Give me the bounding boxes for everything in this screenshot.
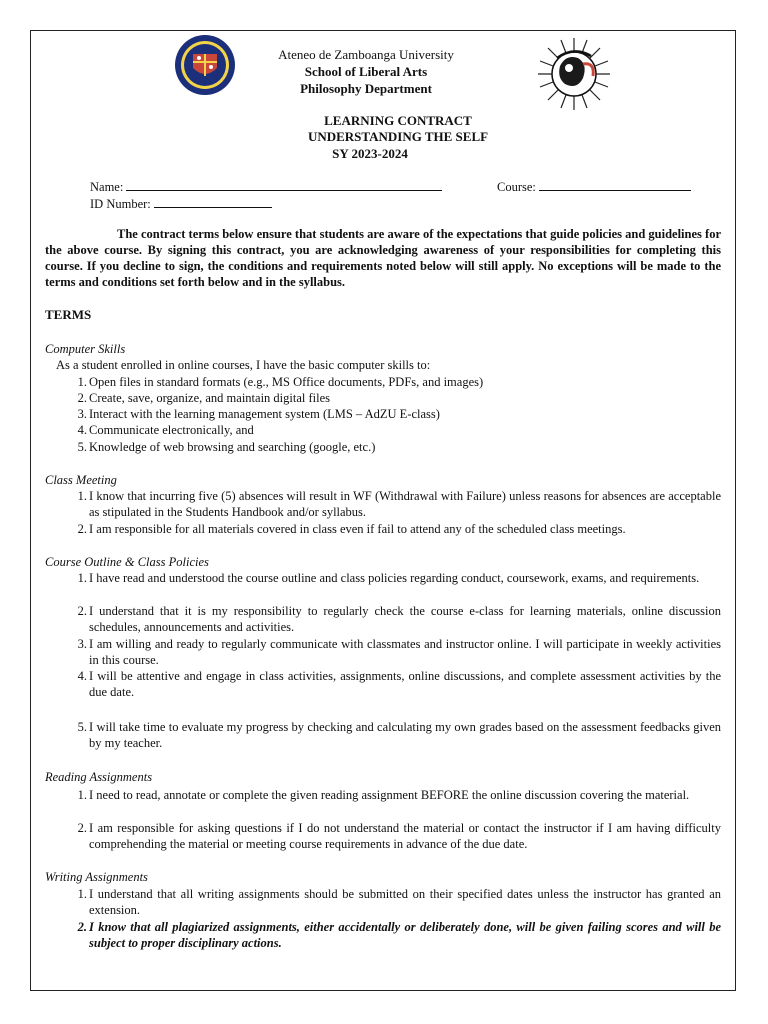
item-text: I know that incurring five (5) absences will result in WF (Withdrawal with Failure) unless reasons for absences are acceptable as stipulated in the Students Handbook and/or syllabus. (89, 489, 721, 519)
computer-skills-lead (45, 357, 721, 373)
item-text: Interact with the learning management system (LMS – AdZU E-class) (89, 407, 440, 421)
item-text: I am responsible for all materials covered in class even if fail to attend any of the scheduled class meetings. (89, 522, 626, 536)
list-item (45, 488, 721, 520)
item-number: 2. (77, 391, 87, 405)
department-name: Philosophy Department (300, 81, 432, 96)
id-number-field[interactable] (90, 195, 272, 212)
reading-assignments-heading: Reading Assignments (45, 770, 153, 784)
list-item (45, 820, 721, 852)
computer-skills-heading: Computer Skills (45, 342, 126, 356)
list-item (45, 668, 721, 700)
list-item (45, 719, 721, 751)
item-number: 1. (77, 489, 87, 503)
item-text: I will take time to evaluate my progress by checking and calculating my own grades based on the assessment feedbacks given by my teacher. (89, 720, 721, 750)
item-text: Knowledge of web browsing and searching (google, etc.) (89, 440, 376, 454)
item-text: Open files in standard formats (e.g., MS Office documents, PDFs, and images) (89, 375, 484, 389)
class-meeting-heading: Class Meeting (45, 473, 117, 487)
list-item (45, 390, 721, 406)
item-text: I will be attentive and engage in class activities, assignments, online discussions, and complete assessment activities by the due date. (89, 669, 721, 699)
id-number-blank[interactable] (154, 195, 272, 208)
list-item (45, 919, 721, 951)
list-item (45, 521, 721, 537)
intro-paragraph: The contract terms below ensure that students are aware of the expectations that guide policies and guidelines for the above course. By signing this contract, you are acknowledging awareness of your responsibilities for completing this course. If you decline to sign, the conditions and requirements noted below will still apply. No exceptions will be made to the terms and conditions set forth below and in the syllabus. (45, 227, 721, 289)
school-year: SY 2023-2024 (332, 146, 408, 161)
item-text: I understand that it is my responsibility to regularly check the course e-class for learning materials, online discussion schedules, announcements and activities. (89, 604, 721, 634)
list-item (45, 422, 721, 438)
item-number: 1. (77, 571, 87, 585)
item-text: I need to read, annotate or complete the given reading assignment BEFORE the online discussion covering the material. (89, 788, 690, 802)
item-text: I know that all plagiarized assignments, either accidentally or deliberately done, will be given failing scores and will be subject to proper disciplinary actions. (89, 920, 721, 950)
id-number-label: ID Number: (90, 197, 151, 211)
school-name: School of Liberal Arts (304, 64, 428, 79)
computer-skills-lead-text: As a student enrolled in online courses, I have the basic computer skills to: (56, 358, 431, 372)
course-title: UNDERSTANDING THE SELF (307, 129, 489, 144)
writing-assignments-heading: Writing Assignments (45, 870, 148, 884)
item-number: 2. (77, 821, 87, 835)
list-item (45, 439, 721, 455)
name-field[interactable] (90, 178, 442, 195)
item-text: Create, save, organize, and maintain digital files (89, 391, 331, 405)
item-number: 4. (77, 669, 87, 683)
list-item (45, 636, 721, 668)
list-item (45, 570, 721, 586)
item-text: Communicate electronically, and (89, 423, 254, 437)
item-number: 5. (77, 720, 87, 734)
item-number: 2. (77, 604, 87, 618)
list-item (45, 374, 721, 390)
item-text: I understand that all writing assignments should be submitted on their specified dates unless the instructor has granted an extension. (89, 887, 721, 917)
terms-heading: TERMS (45, 307, 92, 322)
item-number: 3. (77, 407, 87, 421)
item-number: 2. (77, 920, 87, 934)
contract-title: LEARNING CONTRACT (324, 113, 472, 128)
name-label: Name: (90, 180, 124, 194)
item-number: 3. (77, 637, 87, 651)
course-label: Course: (497, 180, 536, 194)
name-blank[interactable] (126, 178, 442, 191)
item-number: 5. (77, 440, 87, 454)
item-number: 2. (77, 522, 87, 536)
university-name: Ateneo de Zamboanga University (278, 47, 454, 62)
course-field[interactable] (497, 178, 691, 195)
list-item (45, 787, 721, 803)
list-item (45, 603, 721, 635)
item-text: I am responsible for asking questions if I do not understand the material or contact the instructor if I am having difficulty comprehending the material or meeting course requirements in advance of the due date. (89, 821, 721, 851)
item-number: 1. (77, 887, 87, 901)
item-text: I have read and understood the course outline and class policies regarding conduct, coursework, exams, and requirements. (89, 571, 700, 585)
item-text: I am willing and ready to regularly communicate with classmates and instructor online. I will participate in weekly activities in this course. (89, 637, 721, 667)
item-number: 1. (77, 788, 87, 802)
course-blank[interactable] (539, 178, 691, 191)
item-number: 4. (77, 423, 87, 437)
list-item (45, 406, 721, 422)
course-outline-heading: Course Outline & Class Policies (45, 555, 209, 569)
item-number: 1. (77, 375, 87, 389)
list-item (45, 886, 721, 918)
